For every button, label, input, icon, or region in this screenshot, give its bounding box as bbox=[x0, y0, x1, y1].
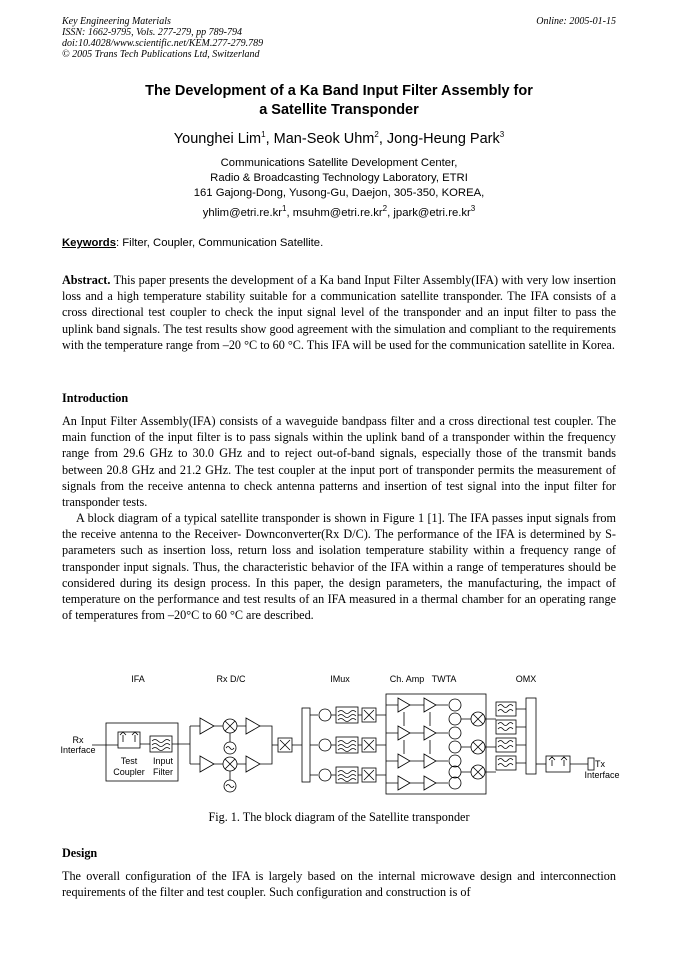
affiliation-line: Communications Satellite Development Center, bbox=[220, 157, 458, 169]
author-mark: 3 bbox=[499, 130, 505, 139]
label-rx-interface: Interface bbox=[60, 745, 96, 755]
abstract-text: This paper presents the development of a Ka band Input Filter Assembly(IFA) with very low insertion loss and a high temperature stability suitable for a communication satellite transponder. The IFA consists of a cross directional test coupler to check the input signal level of the transponder and an input filter to pass the uplink band signals. The test results show good agreement with the simulation and compliant to the requirements with the temperature range from –20 °C to 60 °C. This IFA will be used for the communication satellite in Korea. bbox=[62, 273, 616, 352]
test-coupler-icon bbox=[118, 732, 140, 748]
label-input: Input bbox=[152, 756, 174, 766]
author-mark: 1 bbox=[261, 130, 266, 139]
title-line-2: a Satellite Transponder bbox=[259, 102, 419, 118]
omx-filters bbox=[496, 698, 594, 774]
author-email[interactable]: jpark@etri.re.kr bbox=[393, 206, 471, 219]
label-rxdc: Rx D/C bbox=[216, 674, 246, 684]
label-tx-interface: Interface bbox=[584, 770, 620, 780]
design-paragraph: The overall configuration of the IFA is largely based on the internal microwave design and interconnection requirements of the filter and test coupler. Such configuration and construction is of bbox=[62, 869, 616, 900]
keywords-text: Filter, Coupler, Communication Satellite. bbox=[119, 237, 324, 249]
doi-line: doi:10.4028/www.scientific.net/KEM.277-279.789 bbox=[62, 38, 264, 49]
issn-line: ISSN: 1662-9795, Vols. 277-279, pp 789-794 bbox=[62, 27, 242, 38]
label-ifa: IFA bbox=[131, 674, 145, 684]
label-omx: OMX bbox=[515, 674, 537, 684]
label-rx: Rx bbox=[72, 735, 84, 745]
abstract-label: Abstract. bbox=[62, 273, 111, 287]
affiliation-line: 161 Gajong-Dong, Yusong-Gu, Daejon, 305-350, KOREA, bbox=[193, 187, 485, 199]
section-heading-design: Design bbox=[62, 846, 98, 860]
intro-paragraph: An Input Filter Assembly(IFA) consists of a waveguide bandpass filter and a cross directional test coupler. The main function of the input filter is to pass signals within the uplink band of a transponder within the frequency range from 29.6 GHz to 30.0 GHz and to reject out-of-band signals, especially those of the transmit bands between 20.8 GHz and 21.2 GHz. The test coupler at the input port of transponder permits the measurement of signals from the receive antenna to check antenna patterns and insertion of test signal into the input filter for transponder tests. bbox=[62, 414, 616, 510]
paper-title bbox=[62, 82, 616, 120]
author-name: Man-Seok Uhm bbox=[273, 130, 375, 147]
imux-rows bbox=[310, 707, 386, 783]
online-date: Online: 2005-01-15 bbox=[536, 16, 616, 27]
label-filter: Filter bbox=[153, 767, 173, 777]
journal-name: Key Engineering Materials bbox=[62, 16, 171, 27]
author-email[interactable]: yhlim@etri.re.kr bbox=[202, 206, 282, 219]
author-name: Jong-Heung Park bbox=[386, 130, 500, 147]
label-coupler: Coupler bbox=[113, 767, 145, 777]
transponder-block-diagram bbox=[50, 668, 630, 806]
label-imux: IMux bbox=[330, 674, 350, 684]
channel-amplifiers bbox=[386, 694, 486, 794]
affiliation bbox=[62, 156, 616, 221]
keywords-label: Keywords bbox=[62, 237, 116, 249]
email-line: $yhlim@etri.re.kr^1$, $msuhm@etri.re.kr^2$, $jpark@etri.re.kr^3$ bbox=[202, 204, 476, 219]
author-mark: 1 bbox=[282, 204, 287, 213]
author-email[interactable]: msuhm@etri.re.kr bbox=[292, 206, 383, 219]
journal-header bbox=[62, 16, 263, 60]
author-name: Younghei Lim bbox=[173, 130, 262, 147]
abstract bbox=[62, 272, 616, 353]
author-mark: 3 bbox=[470, 204, 476, 213]
author-list: Younghei Lim$^1$, Man-Seok Uhm$^2$, Jong-Heung Park$^3$ bbox=[173, 130, 505, 147]
label-champ: Ch. Amp bbox=[389, 674, 425, 684]
affiliation-line: Radio & Broadcasting Technology Laboratory, ETRI bbox=[210, 172, 468, 184]
keywords: Keywords: Filter, Coupler, Communication Satellite. bbox=[62, 237, 324, 249]
author-mark: 2 bbox=[374, 130, 379, 139]
diagram-lines bbox=[92, 694, 594, 794]
intro-paragraph: A block diagram of a typical satellite transponder is shown in Figure 1 [1]. The IFA passes input signals from the receive antenna to the Receiver- Downconverter(Rx D/C). The performance of the IFA is determined by S-parameters such as insertion loss, return loss and isolation temperature stability within a frequency range of transponder input signals. Thus, the characteristic behavior of the IFA within a range of temperatures should be considered during its design process. In this paper, the design parameters, the manufacturing, the impact of temperature on the performance and test results of an IFA measured in a thermal chamber for an operating range of temperatures from –20°C to 60 °C are described. bbox=[62, 511, 616, 623]
combiners bbox=[461, 712, 496, 779]
section-heading-introduction: Introduction bbox=[62, 391, 129, 405]
figure-caption: Fig. 1. The block diagram of the Satellite transponder bbox=[208, 810, 470, 824]
label-test: Test bbox=[120, 756, 138, 766]
title-line-1: The Development of a Ka Band Input Filter Assembly for bbox=[145, 83, 533, 99]
author-mark: 2 bbox=[382, 204, 388, 213]
label-tx: Tx bbox=[595, 759, 605, 769]
label-twta: TWTA bbox=[431, 674, 457, 684]
copyright-line: © 2005 Trans Tech Publications Ltd, Switzerland bbox=[62, 49, 260, 60]
